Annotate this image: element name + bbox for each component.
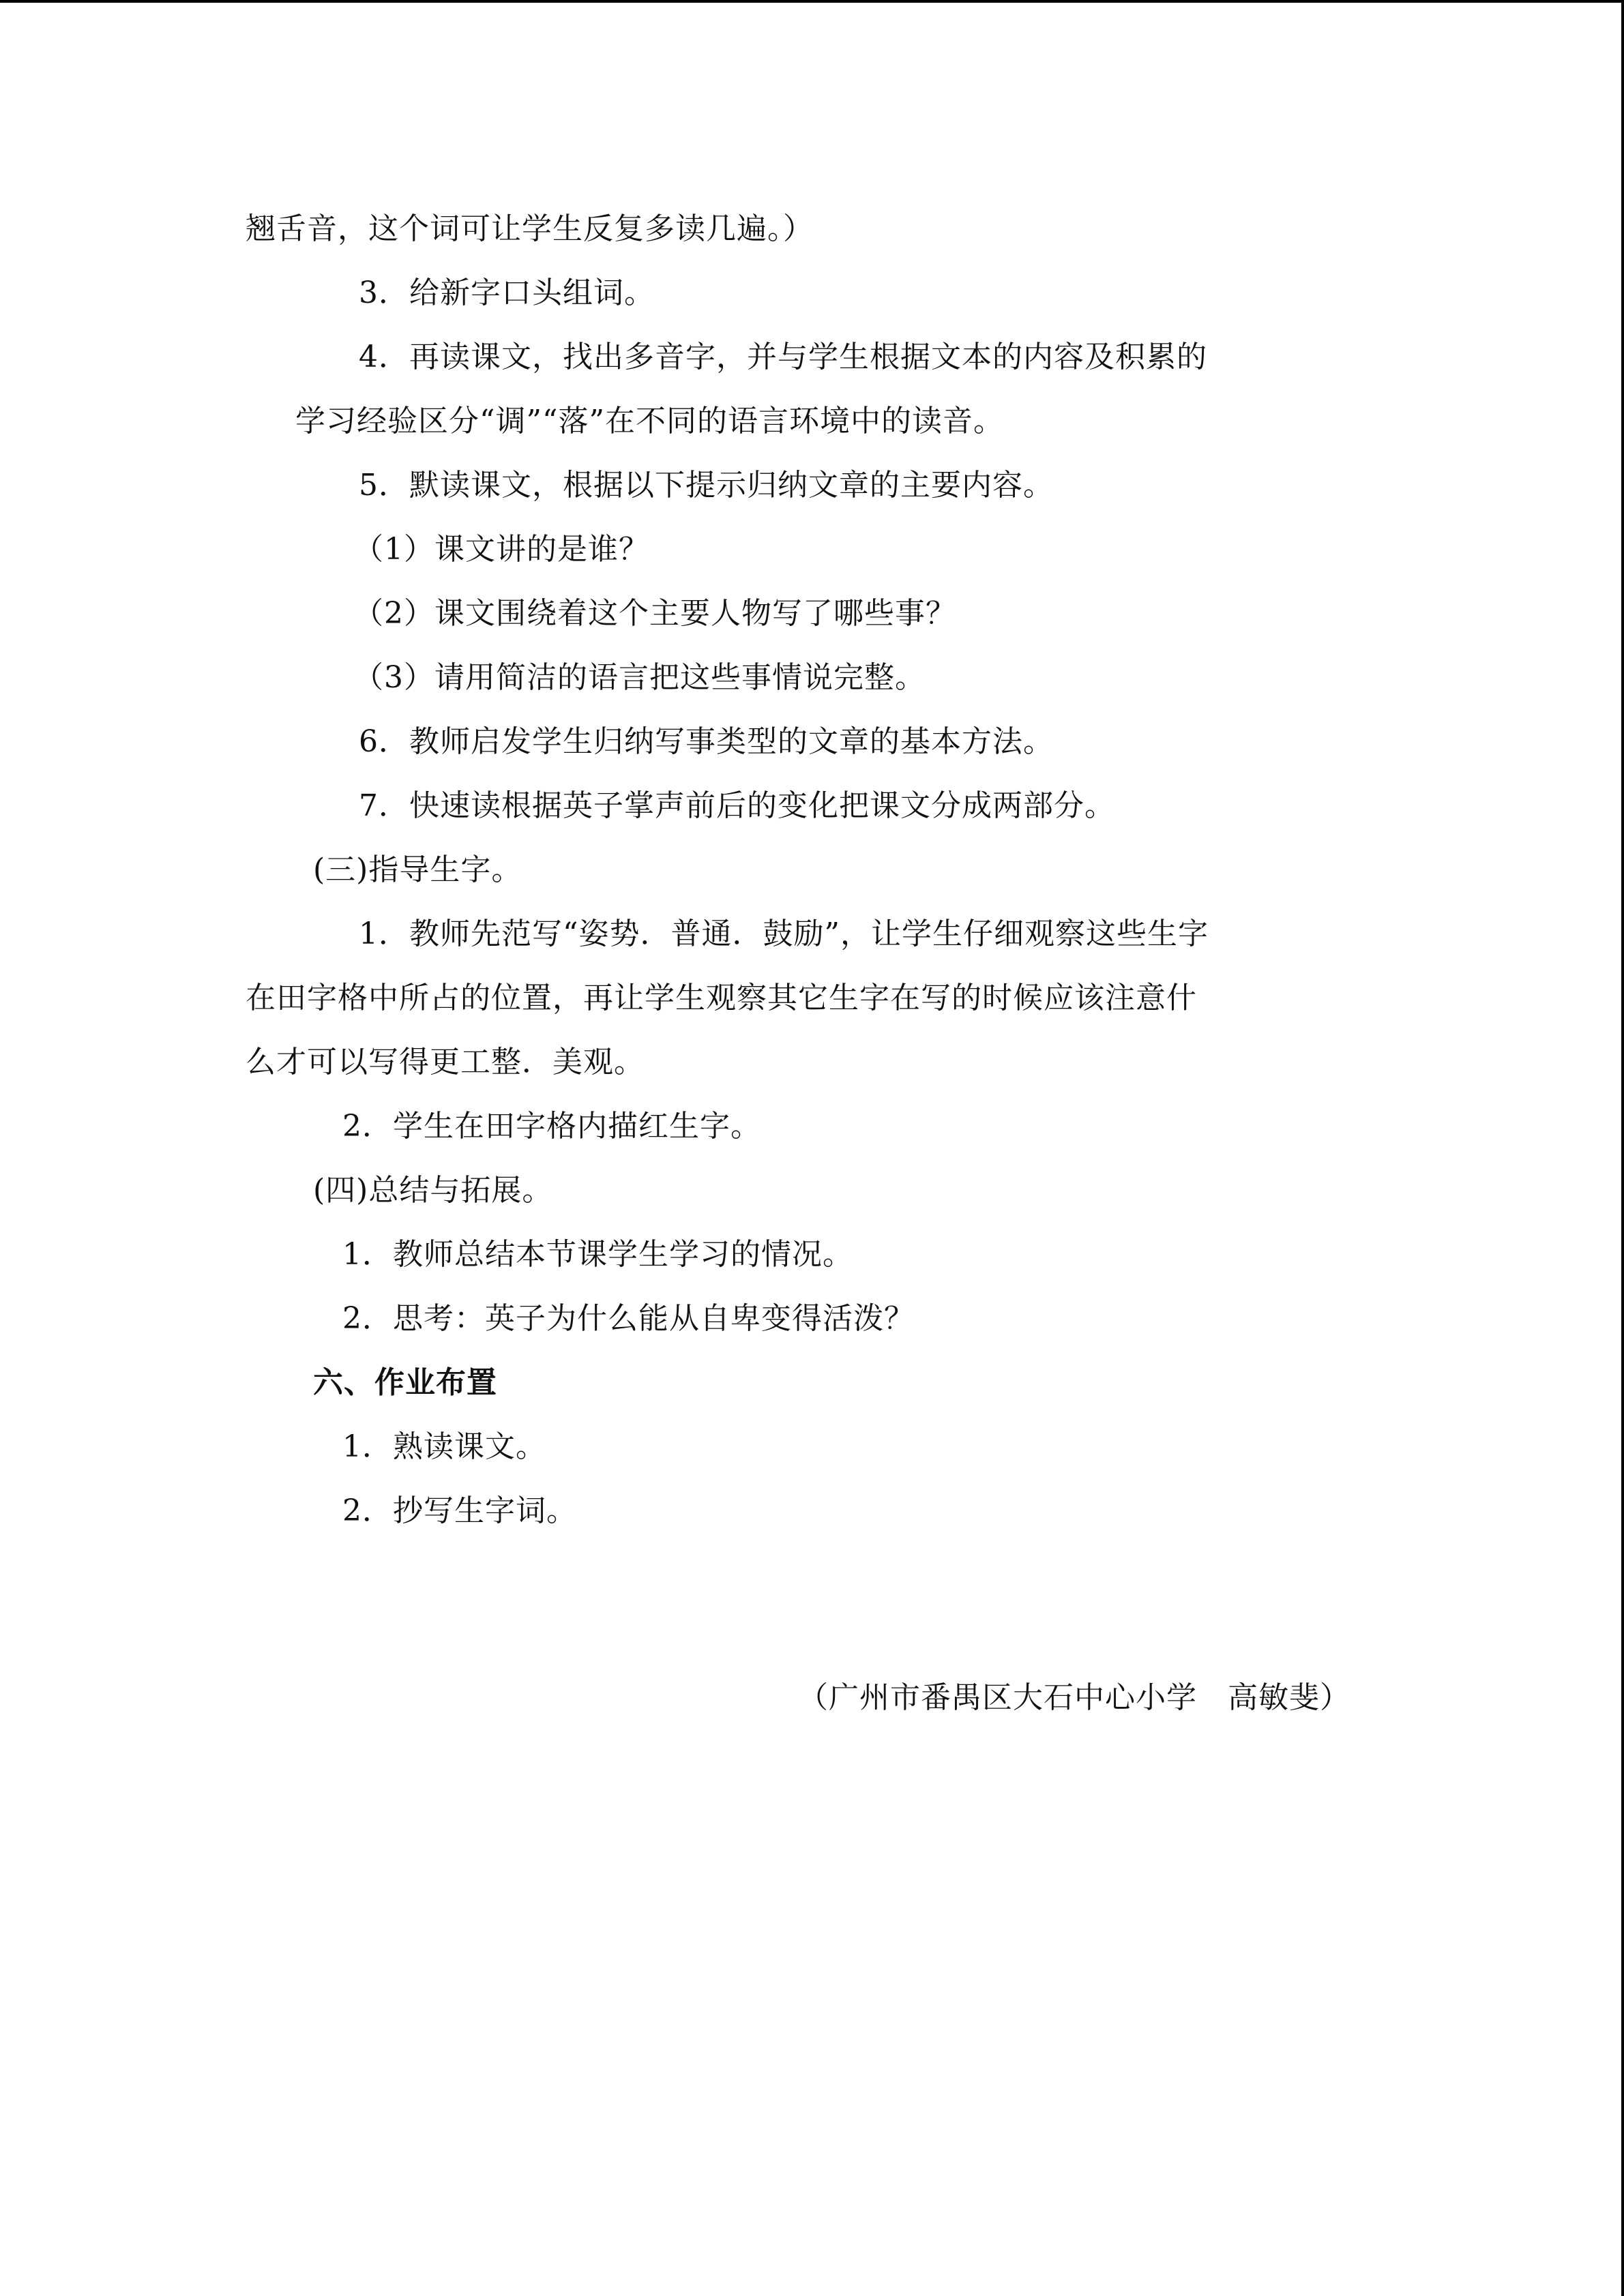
text-line: 2．思考：英子为什么能从自卑变得活泼？: [342, 1301, 915, 1336]
text-line: （2）课文围绕着这个主要人物写了哪些事？: [353, 596, 956, 631]
text-line: （1）课文讲的是谁？: [353, 532, 649, 567]
text-line: 6．教师启发学生归纳写事类型的文章的基本方法。: [359, 724, 1054, 759]
author-attribution: （广州市番禺区大石中心小学 高敏斐）: [798, 1680, 1350, 1715]
text-line: 3．给新字口头组词。: [359, 275, 655, 310]
text-line: 1．熟读课文。: [342, 1429, 546, 1464]
section-heading: (三)指导生字。: [313, 852, 522, 887]
text-line: 1．教师总结本节课学生学习的情况。: [342, 1237, 853, 1272]
text-line: 2．抄写生字词。: [342, 1493, 577, 1528]
section-heading: (四)总结与拓展。: [313, 1173, 553, 1208]
text-line: 么才可以写得更工整．美观。: [246, 1045, 645, 1079]
text-line: 7．快速读根据英子掌声前后的变化把课文分成两部分。: [359, 788, 1115, 823]
text-line: 2．学生在田字格内描红生字。: [342, 1109, 761, 1144]
text-line: （3）请用简洁的语言把这些事情说完整。: [353, 660, 926, 695]
text-line: 5．默读课文，根据以下提示归纳文章的主要内容。: [359, 468, 1054, 503]
text-line: 1．教师先范写“姿势．普通．鼓励”，让学生仔细观察这些生字: [359, 916, 1209, 951]
text-line: 学习经验区分“调”“落”在不同的语言环境中的读音。: [295, 404, 1004, 438]
text-line: 在田字格中所占的位置，再让学生观察其它生字在写的时候应该注意什: [246, 981, 1197, 1015]
text-line: 翘舌音，这个词可让学生反复多读几遍。）: [246, 211, 814, 246]
text-line: 4．再读课文，找出多音字，并与学生根据文本的内容及积累的: [359, 340, 1207, 374]
section-heading-bold: 六、作业布置: [313, 1365, 497, 1400]
